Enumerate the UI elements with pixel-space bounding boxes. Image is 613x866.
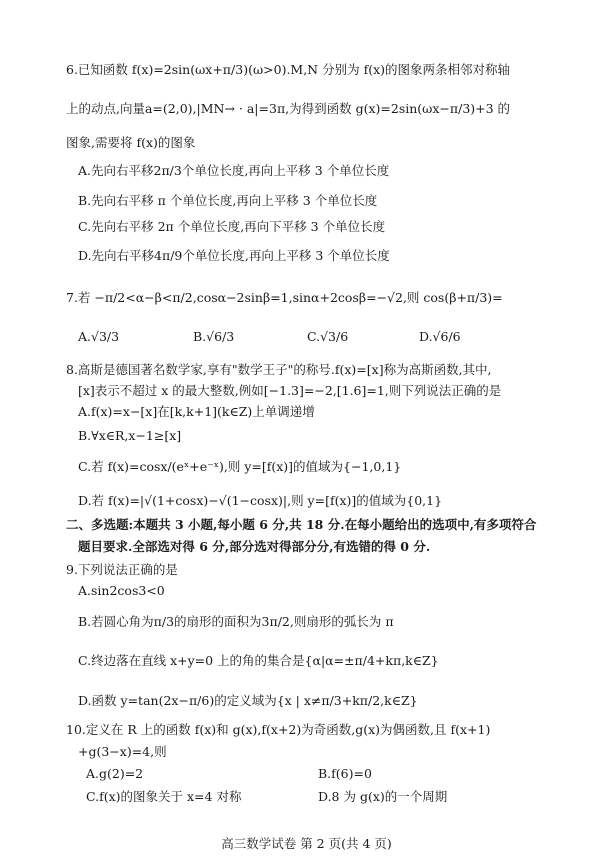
q9-option-a: A.sin2cos3<0 <box>78 583 165 598</box>
q9-stem: 9.下列说法正确的是 <box>66 562 178 577</box>
q8-option-d: D.若 f(x)=|√(1+cosx)−√(1−cosx)|,则 y=[f(x)]的值域为{0,1} <box>78 493 443 508</box>
q10-stem-line2: +g(3−x)=4,则 <box>78 744 167 759</box>
page-footer: 高三数学试卷 第 2 页(共 4 页) <box>221 836 392 851</box>
q10-option-a: A.g(2)=2 <box>86 766 144 781</box>
q10-option-b: B.f(6)=0 <box>318 766 372 781</box>
q8-option-c: C.若 f(x)=cosx/(eˣ+e⁻ˣ),则 y=[f(x)]的值域为{−1,0,1} <box>78 459 402 474</box>
q6-stem-line3: 图象,需要将 f(x)的图象 <box>66 135 196 150</box>
q6-stem-line2: 上的动点,向量a=(2,0),|MN→ · a|=3π,为得到函数 g(x)=2sin(ωx−π/3)+3 的 <box>66 101 511 116</box>
q9-option-c: C.终边落在直线 x+y=0 上的角的集合是{α|α=±π/4+kπ,k∈Z} <box>78 653 439 668</box>
q6-stem-line1: 6.已知函数 f(x)=2sin(ωx+π/3)(ω>0).M,N 分别为 f(x)的图象两条相邻对称轴 <box>66 62 511 77</box>
q7-option-d: D.√6/6 <box>419 329 461 344</box>
q8-option-a: A.f(x)=x−[x]在[k,k+1](k∈Z)上单调递增 <box>78 404 315 419</box>
q6-option-d: D.先向右平移4π/9个单位长度,再向上平移 3 个单位长度 <box>78 248 390 263</box>
section2-instructions-line1: 二、多选题:本题共 3 小题,每小题 6 分,共 18 分.在每小题给出的选项中,有多项符合 <box>66 517 537 532</box>
q6-option-b: B.先向右平移 π 个单位长度,再向上平移 3 个单位长度 <box>78 193 378 208</box>
q7-option-b: B.√6/3 <box>193 329 235 344</box>
q7-stem: 7.若 −π/2<α−β<π/2,cosα−2sinβ=1,sinα+2cosβ=−√2,则 cos(β+π/3)= <box>66 290 503 305</box>
q8-option-b: B.∀x∈R,x−1≥[x] <box>78 428 182 443</box>
section2-instructions-line2: 题目要求.全部选对得 6 分,部分选对得部分分,有选错的得 0 分. <box>78 539 431 554</box>
q9-option-d: D.函数 y=tan(2x−π/6)的定义域为{x | x≠π/3+kπ/2,k∈Z} <box>78 693 418 708</box>
q7-option-c: C.√3/6 <box>307 329 349 344</box>
q8-stem-line2: [x]表示不超过 x 的最大整数,例如[−1.3]=−2,[1.6]=1,则下列说法正确的是 <box>78 383 502 398</box>
q10-option-c: C.f(x)的图象关于 x=4 对称 <box>86 789 242 804</box>
q9-option-b: B.若圆心角为π/3的扇形的面积为3π/2,则扇形的弧长为 π <box>78 614 394 629</box>
q8-stem-line1: 8.高斯是德国著名数学家,享有"数学王子"的称号.f(x)=[x]称为高斯函数,其中, <box>66 362 492 377</box>
q10-stem-line1: 10.定义在 R 上的函数 f(x)和 g(x),f(x+2)为奇函数,g(x)为偶函数,且 f(x+1) <box>66 722 491 737</box>
q10-option-d: D.8 为 g(x)的一个周期 <box>318 789 448 804</box>
q6-option-c: C.先向右平移 2π 个单位长度,再向下平移 3 个单位长度 <box>78 219 386 234</box>
q6-option-a: A.先向右平移2π/3个单位长度,再向上平移 3 个单位长度 <box>78 163 390 178</box>
q7-option-a: A.√3/3 <box>78 329 120 344</box>
